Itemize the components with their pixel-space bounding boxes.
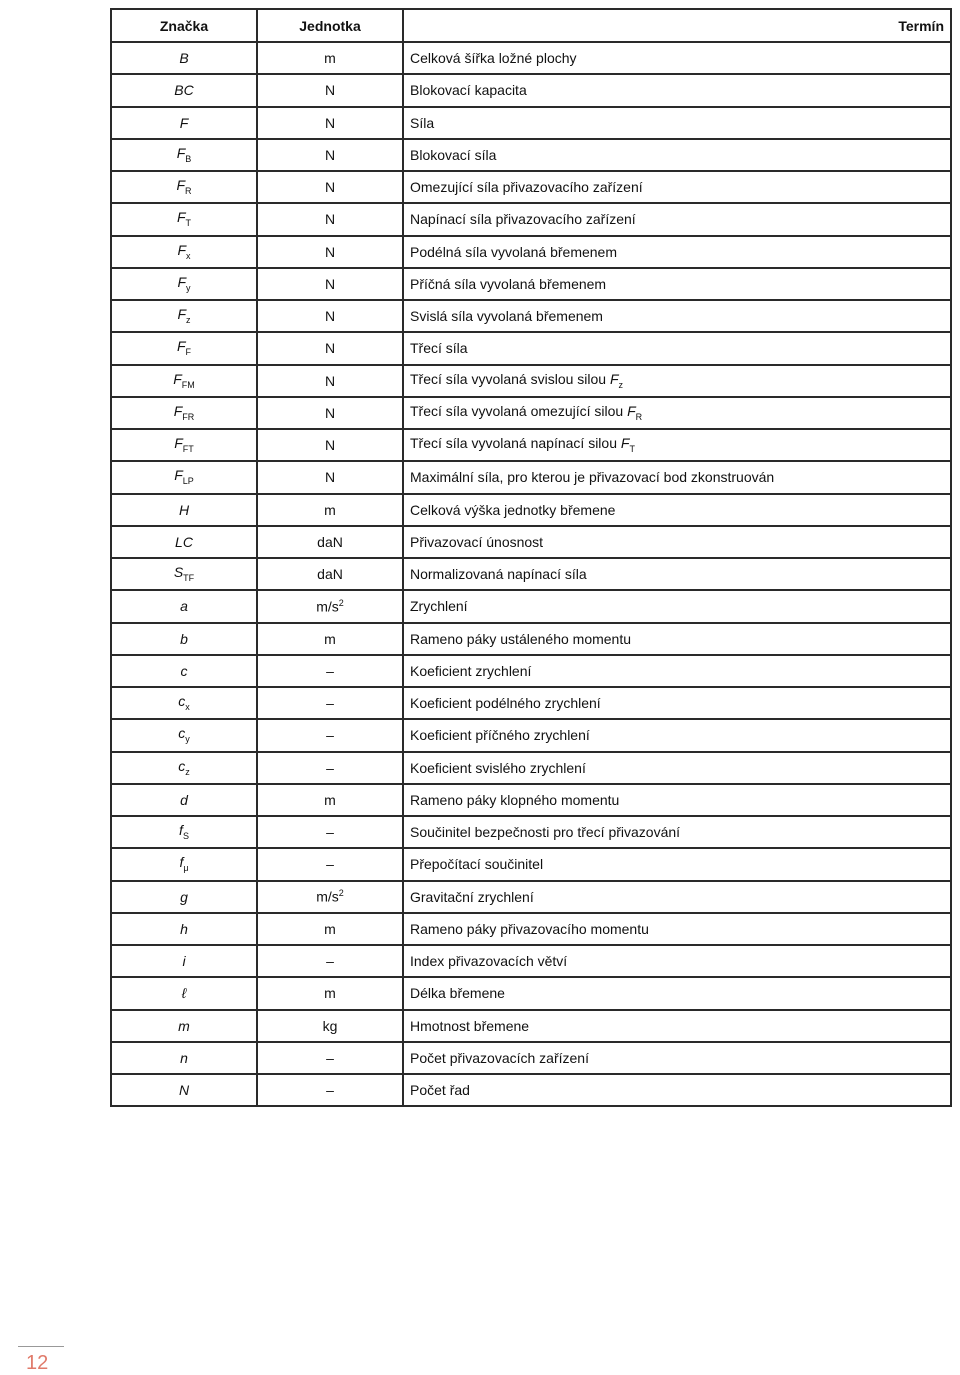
symbol-cell [111,945,257,977]
unit-cell [257,365,403,397]
symbol-text: d [180,791,188,808]
table-row [111,300,951,332]
symbol-cell [111,203,257,235]
unit-cell [257,881,403,913]
unit-text: m [324,791,336,808]
symbol-cell [111,687,257,719]
unit-text: – [326,1082,334,1099]
symbol-cell [111,300,257,332]
symbol-cell [111,494,257,526]
symbol-text: n [180,1049,188,1066]
inline-symbol: F [620,435,630,452]
term-cell: Počet řad [403,1074,951,1106]
symbol-text: c [180,662,188,679]
symbol-cell [111,816,257,848]
unit-cell [257,236,403,268]
inline-subscript: z [618,379,624,390]
unit-text: – [326,1049,334,1066]
unit-text: m [324,630,336,647]
header-term: Termín [403,9,951,42]
inline-subscript: R [635,411,643,422]
term-cell: Koeficient zrychlení [403,655,951,687]
term-cell: Třecí síla vyvolaná svislou silou $F_z$ [403,365,951,397]
unit-cell [257,558,403,590]
unit-cell [257,139,403,171]
table-row [111,977,951,1009]
symbol-cell [111,1074,257,1106]
unit-cell [257,816,403,848]
symbol-cell [111,526,257,558]
table-row [111,558,951,590]
symbol-text: c [178,693,186,710]
symbol-text: F [174,467,183,484]
symbol-subscript: FT [182,444,194,455]
symbol-subscript: x [186,250,191,261]
header-unit: Jednotka [257,9,403,42]
symbol-text: F [176,209,186,226]
table-row [111,1010,951,1042]
unit-cell [257,1074,403,1106]
symbol-text: S [173,564,184,581]
unit-cell [257,332,403,364]
unit-text: kg [322,1017,338,1034]
symbol-subscript: y [186,282,191,293]
unit-cell [257,977,403,1009]
unit-cell [257,784,403,816]
symbol-text: F [174,435,183,452]
unit-text: m [324,985,336,1002]
unit-text: m/s [316,888,339,905]
symbol-text: m [178,1017,190,1034]
unit-cell [257,203,403,235]
unit-cell [257,590,403,622]
symbol-cell [111,397,257,429]
table-row [111,913,951,945]
symbol-subscript: FM [181,379,195,390]
term-cell: Délka břemene [403,977,951,1009]
symbol-cell [111,623,257,655]
term-cell: Příčná síla vyvolaná břemenem [403,268,951,300]
inline-subscript: T [629,444,635,455]
term-cell: Podélná síla vyvolaná břemenem [403,236,951,268]
table-row [111,107,951,139]
unit-text: N [324,308,336,325]
symbol-cell [111,236,257,268]
symbol-cell [111,171,257,203]
term-cell: Třecí síla vyvolaná omezující silou $F_R$ [403,397,951,429]
symbol-subscript: T [185,218,192,229]
symbol-subscript: x [185,702,190,713]
term-cell: Blokovací kapacita [403,74,951,106]
symbol-subscript: FR [182,411,195,422]
unit-text: m/s [316,598,339,615]
symbol-text: i [182,953,186,970]
term-cell: Normalizovaná napínací síla [403,558,951,590]
table-row [111,236,951,268]
unit-cell [257,945,403,977]
symbol-cell [111,848,257,880]
unit-cell [257,74,403,106]
term-cell: Počet přivazovacích zařízení [403,1042,951,1074]
term-cell: Přepočítací součinitel [403,848,951,880]
symbol-text: F [177,273,187,290]
unit-cell [257,107,403,139]
symbol-cell [111,332,257,364]
table-row [111,461,951,493]
unit-text: – [326,727,334,744]
term-cell: Třecí síla [403,332,951,364]
symbol-cell [111,558,257,590]
unit-cell [257,429,403,461]
symbol-cell [111,74,257,106]
term-cell: Celková výška jednotky břemene [403,494,951,526]
table-row [111,365,951,397]
symbol-subscript: TF [183,573,195,584]
symbol-text: c [178,725,186,742]
unit-text: – [326,824,334,841]
symbol-subscript: z [185,766,190,777]
table-row [111,139,951,171]
unit-cell [257,1042,403,1074]
symbol-cell [111,139,257,171]
unit-cell [257,655,403,687]
table-row [111,494,951,526]
symbol-subscript: LP [182,476,194,487]
table-row [111,784,951,816]
symbol-text: f [179,854,184,871]
term-cell: Omezující síla přivazovacího zařízení [403,171,951,203]
unit-superscript: 2 [338,598,344,609]
table-row [111,74,951,106]
term-cell: Třecí síla vyvolaná napínací silou $F_T$ [403,429,951,461]
unit-cell [257,623,403,655]
symbol-text: ℓ [181,985,187,1002]
unit-text: N [324,437,336,454]
term-cell: Koeficient příčného zrychlení [403,719,951,751]
symbol-text: F [176,338,186,355]
unit-cell [257,300,403,332]
inline-symbol: F [609,370,619,387]
symbol-cell [111,784,257,816]
symbol-text: F [173,370,182,387]
table-row [111,203,951,235]
symbol-cell [111,590,257,622]
unit-text: N [324,372,336,389]
term-cell: Index přivazovacích větví [403,945,951,977]
table-row [111,171,951,203]
term-cell: Přivazovací únosnost [403,526,951,558]
symbol-text: F [173,402,183,419]
unit-text: N [324,179,336,196]
term-cell: Gravitační zrychlení [403,881,951,913]
table-row [111,945,951,977]
symbol-text: h [180,920,188,937]
term-cell: Koeficient podélného zrychlení [403,687,951,719]
unit-text: m [324,920,336,937]
table-row [111,590,951,622]
term-cell: Síla [403,107,951,139]
table-row [111,268,951,300]
symbol-cell [111,1010,257,1042]
symbol-text: F [179,114,189,131]
unit-text: – [326,759,334,776]
unit-cell [257,461,403,493]
unit-cell [257,268,403,300]
symbol-cell [111,913,257,945]
symbol-cell [111,42,257,74]
table-row [111,881,951,913]
term-cell: Blokovací síla [403,139,951,171]
unit-text: N [324,146,336,163]
unit-text: m [324,501,336,518]
term-cell: Celková šířka ložné plochy [403,42,951,74]
term-cell: Rameno páky přivazovacího momentu [403,913,951,945]
symbol-cell [111,1042,257,1074]
symbol-cell [111,881,257,913]
table-body [111,42,951,1106]
unit-text: N [324,340,336,357]
term-cell: Hmotnost břemene [403,1010,951,1042]
table-row [111,42,951,74]
table-header-row [111,9,951,42]
symbol-subscript: z [186,315,191,326]
page-number: 12 [26,1352,49,1374]
header-symbol: Značka [111,9,257,42]
term-cell: Svislá síla vyvolaná břemenem [403,300,951,332]
unit-cell [257,171,403,203]
symbols-table [110,8,952,1107]
unit-cell [257,42,403,74]
symbol-text: F [177,306,187,323]
symbol-text: g [180,888,188,905]
table-row [111,429,951,461]
unit-cell [257,752,403,784]
symbol-text: b [180,630,188,647]
symbol-cell [111,268,257,300]
term-cell: Maximální síla, pro kterou je přivazovací bod zkonstruován [403,461,951,493]
table-row [111,1074,951,1106]
symbol-cell [111,461,257,493]
unit-text: N [324,275,336,292]
table-row [111,526,951,558]
unit-cell [257,526,403,558]
unit-cell [257,494,403,526]
symbol-text: H [178,501,190,518]
unit-cell [257,687,403,719]
symbol-text: F [176,144,186,161]
symbol-text: BC [174,82,194,99]
symbol-cell [111,719,257,751]
table-row [111,1042,951,1074]
table-row [111,332,951,364]
term-cell: Napínací síla přivazovacího zařízení [403,203,951,235]
unit-text: – [326,856,334,873]
term-cell: Rameno páky klopného momentu [403,784,951,816]
unit-cell [257,1010,403,1042]
symbol-text: f [179,822,183,839]
table-row [111,623,951,655]
symbol-text: c [178,757,186,774]
unit-cell [257,719,403,751]
symbol-subscript: μ [183,863,189,874]
table-row [111,752,951,784]
unit-cell [257,913,403,945]
symbol-cell [111,655,257,687]
symbol-text: B [179,50,189,67]
unit-text: – [326,662,334,679]
unit-superscript: 2 [338,888,344,899]
symbol-cell [111,107,257,139]
term-cell: Zrychlení [403,590,951,622]
table-row [111,816,951,848]
unit-text: N [324,469,336,486]
unit-cell [257,848,403,880]
unit-text: N [324,114,336,131]
symbol-subscript: y [185,734,190,745]
footer-rule [18,1346,64,1347]
term-cell: Rameno páky ustáleného momentu [403,623,951,655]
table-row [111,397,951,429]
symbol-subscript: B [185,153,192,164]
unit-text: N [324,404,336,421]
symbol-text: F [177,241,187,258]
symbol-text: F [176,177,186,194]
term-cell: Koeficient svislého zrychlení [403,752,951,784]
unit-text: – [326,695,334,712]
symbol-cell [111,977,257,1009]
unit-text: – [326,953,334,970]
unit-cell [257,397,403,429]
symbol-cell [111,365,257,397]
inline-symbol: F [627,402,636,419]
symbols-table-container [110,8,952,1108]
table-row [111,655,951,687]
symbol-subscript: S [182,831,189,842]
symbol-cell [111,429,257,461]
table-row [111,848,951,880]
unit-text: N [324,243,336,260]
table-row [111,719,951,751]
unit-text: daN [317,566,343,583]
symbol-text: LC [175,533,193,550]
symbol-text: N [178,1082,190,1099]
unit-text: N [324,211,336,228]
symbol-subscript: F [185,347,192,358]
term-cell: Součinitel bezpečnosti pro třecí přivazování [403,816,951,848]
symbol-cell [111,752,257,784]
unit-text: daN [317,533,343,550]
unit-text: m [324,50,336,67]
unit-text: N [324,82,336,99]
symbol-subscript: R [185,186,192,197]
symbol-text: a [180,598,188,615]
table-row [111,687,951,719]
